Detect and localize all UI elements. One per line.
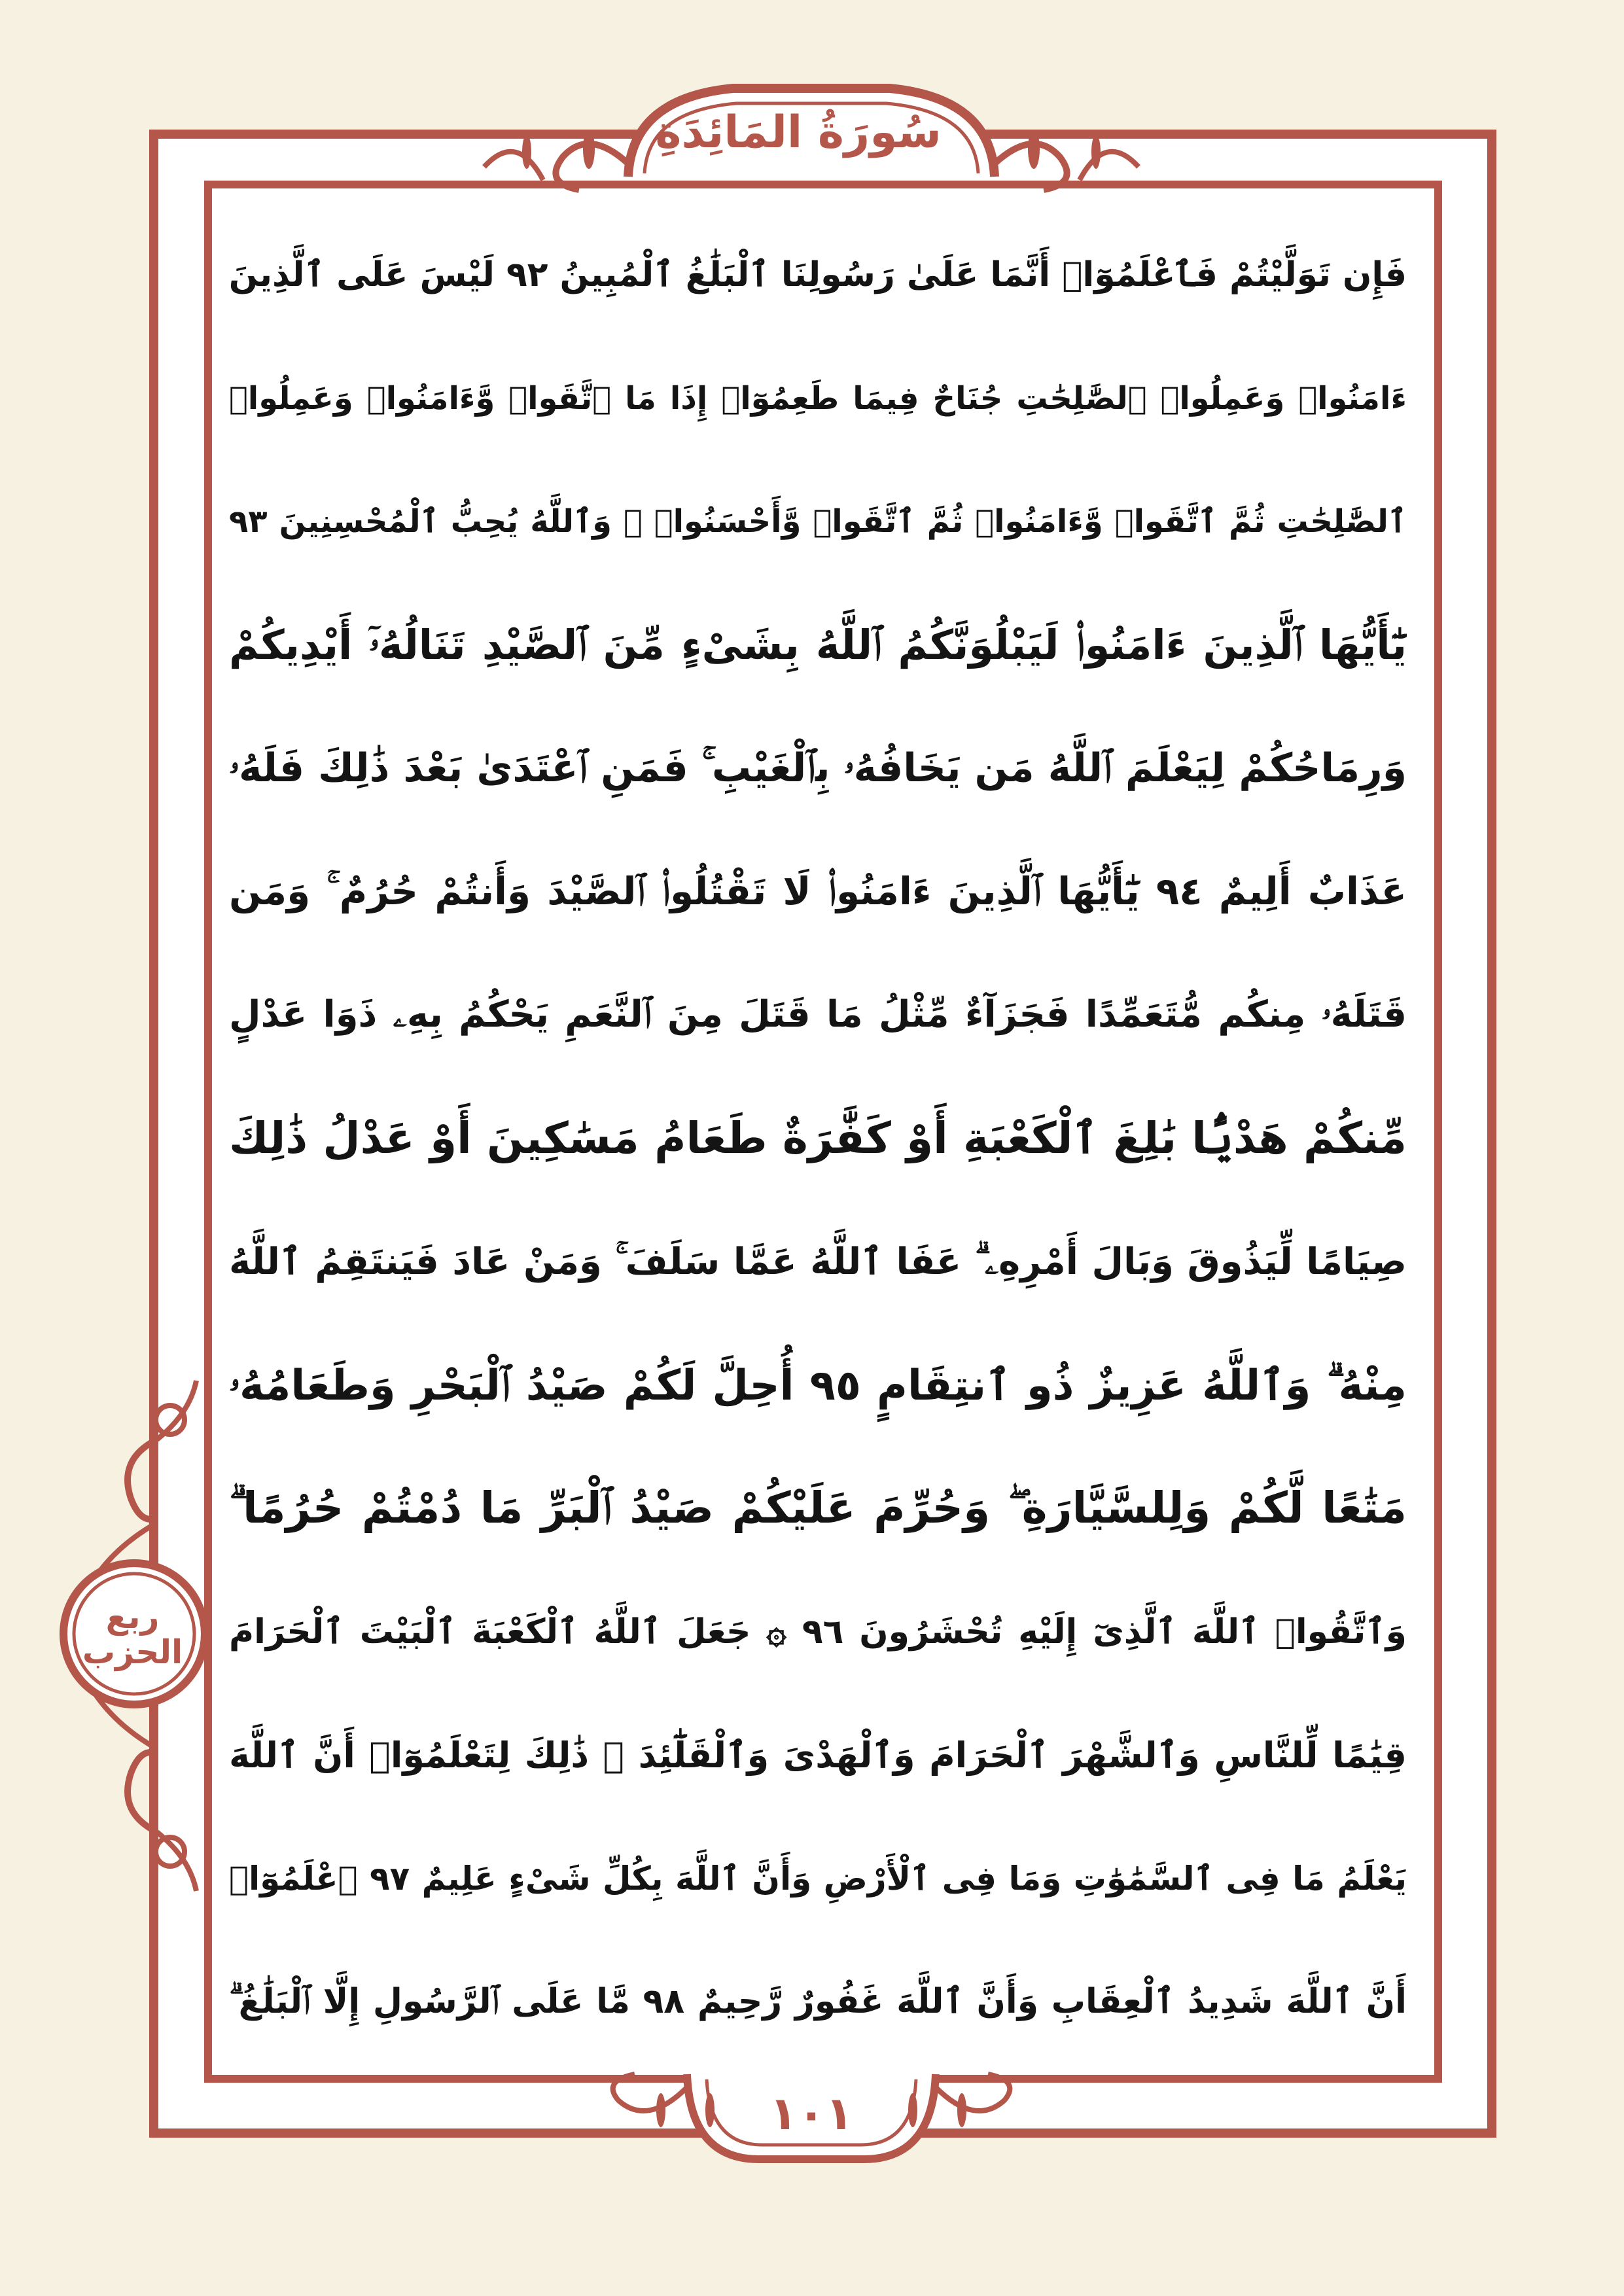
line-text: ٱلصَّٰلِحَٰتِ ثُمَّ ٱتَّقَوا۟ وَّءَامَنُوا۟ ثُمَّ ٱتَّقَوا۟ وَّأَحْسَنُوا۟ ۗ وَٱللَّهُ يُحِبُّ ٱلْمُحْسِنِينَ ٩٣ bbox=[229, 503, 1407, 540]
text-line bbox=[229, 1829, 1407, 1928]
text-line bbox=[229, 1583, 1407, 1681]
line-text: وَٱتَّقُوا۟ ٱللَّهَ ٱلَّذِىٓ إِلَيْهِ تُحْشَرُونَ ٩٦ ۞ جَعَلَ ٱللَّهُ ٱلْكَعْبَةَ ٱلْبَيْتَ ٱلْحَرَامَ bbox=[229, 1612, 1407, 1652]
line-text: مَتَٰعًا لَّكُمْ وَلِلسَّيَّارَةِ ۖ وَحُرِّمَ عَلَيْكُمْ صَيْدُ ٱلْبَرِّ مَا دُمْتُمْ حُرُمًا ۗ bbox=[229, 1483, 1407, 1534]
line-text: وَرِمَاحُكُمْ لِيَعْلَمَ ٱللَّهُ مَن يَخَافُهُۥ بِٱلْغَيْبِ ۚ فَمَنِ ٱعْتَدَىٰ بَعْدَ ذَٰلِكَ فَلَهُۥ bbox=[229, 745, 1407, 792]
line-text: أَنَّ ٱللَّهَ شَدِيدُ ٱلْعِقَابِ وَأَنَّ ٱللَّهَ غَفُورٌ رَّحِيمٌ ٩٨ مَّا عَلَى ٱلرَّسُولِ إِلَّا ٱلْبَلَٰغُ ۗ bbox=[229, 1982, 1407, 2022]
line-text: ءَامَنُوا۟ وَعَمِلُوا۟ ٱلصَّٰلِحَٰتِ جُنَاحٌ فِيمَا طَعِمُوٓا۟ إِذَا مَا ٱتَّقَوا۟ وَّءَامَنُوا۟ وَعَمِلُوا۟ bbox=[229, 380, 1407, 417]
hizb-marker-label: ربع الحزب bbox=[82, 1597, 183, 1671]
line-text: يَعْلَمُ مَا فِى ٱلسَّمَٰوَٰتِ وَمَا فِى ٱلْأَرْضِ وَأَنَّ ٱللَّهَ بِكُلِّ شَىْءٍ عَلِيمٌ ٩٧ ٱعْلَمُوٓا۟ bbox=[229, 1860, 1407, 1898]
text-line bbox=[229, 719, 1407, 817]
text-line bbox=[229, 472, 1407, 571]
text-line bbox=[229, 1336, 1407, 1434]
text-line bbox=[229, 226, 1407, 324]
line-text: قِيَٰمًا لِّلنَّاسِ وَٱلشَّهْرَ ٱلْحَرَامَ وَٱلْهَدْىَ وَٱلْقَلَٰٓئِدَ ۚ ذَٰلِكَ لِتَعْلَمُوٓا۟ أَنَّ ٱللَّهَ bbox=[229, 1735, 1407, 1776]
line-text: يَٰٓأَيُّهَا ٱلَّذِينَ ءَامَنُوا۟ لَيَبْلُوَنَّكُمُ ٱللَّهُ بِشَىْءٍ مِّنَ ٱلصَّيْدِ تَنَالُهُۥٓ أَيْدِيكُمْ bbox=[229, 620, 1407, 669]
text-line bbox=[229, 349, 1407, 448]
line-text: عَذَابٌ أَلِيمٌ ٩٤ يَٰٓأَيُّهَا ٱلَّذِينَ ءَامَنُوا۟ لَا تَقْتُلُوا۟ ٱلصَّيْدَ وَأَنتُمْ حُرُمٌ ۚ وَمَن bbox=[229, 869, 1407, 914]
line-text: مِّنكُمْ هَدْيًۢا بَٰلِغَ ٱلْكَعْبَةِ أَوْ كَفَّٰرَةٌ طَعَامُ مَسَٰكِينَ أَوْ عَدْلُ ذَٰلِكَ bbox=[229, 1113, 1407, 1164]
text-line bbox=[229, 596, 1407, 694]
text-line bbox=[229, 843, 1407, 941]
text-line bbox=[229, 1213, 1407, 1311]
text-line bbox=[229, 1953, 1407, 2051]
text-line bbox=[229, 1460, 1407, 1558]
text-line bbox=[229, 1706, 1407, 1805]
line-text: مِنْهُ ۗ وَٱللَّهُ عَزِيزٌ ذُو ٱنتِقَامٍ ٩٥ أُحِلَّ لَكُمْ صَيْدُ ٱلْبَحْرِ وَطَعَامُهُۥ bbox=[229, 1361, 1407, 1410]
text-line bbox=[229, 966, 1407, 1064]
quran-text-block bbox=[229, 226, 1407, 2051]
line-text: فَإِن تَوَلَّيْتُمْ فَٱعْلَمُوٓا۟ أَنَّمَا عَلَىٰ رَسُولِنَا ٱلْبَلَٰغُ ٱلْمُبِينُ ٩٢ لَيْسَ عَلَى ٱلَّذِينَ bbox=[229, 255, 1407, 294]
line-text: قَتَلَهُۥ مِنكُم مُّتَعَمِّدًا فَجَزَآءٌ مِّثْلُ مَا قَتَلَ مِنَ ٱلنَّعَمِ يَحْكُمُ بِهِۦ ذَوَا عَدْلٍ bbox=[229, 993, 1407, 1036]
text-line bbox=[229, 1089, 1407, 1188]
surah-title: سُورَةُ المَائِدَةِ bbox=[655, 107, 942, 158]
page-number: ١٠١ bbox=[769, 2087, 854, 2140]
line-text: صِيَامًا لِّيَذُوقَ وَبَالَ أَمْرِهِۦ ۗ عَفَا ٱللَّهُ عَمَّا سَلَفَ ۚ وَمَنْ عَادَ فَيَنتَقِمُ ٱللَّهُ bbox=[229, 1240, 1407, 1283]
